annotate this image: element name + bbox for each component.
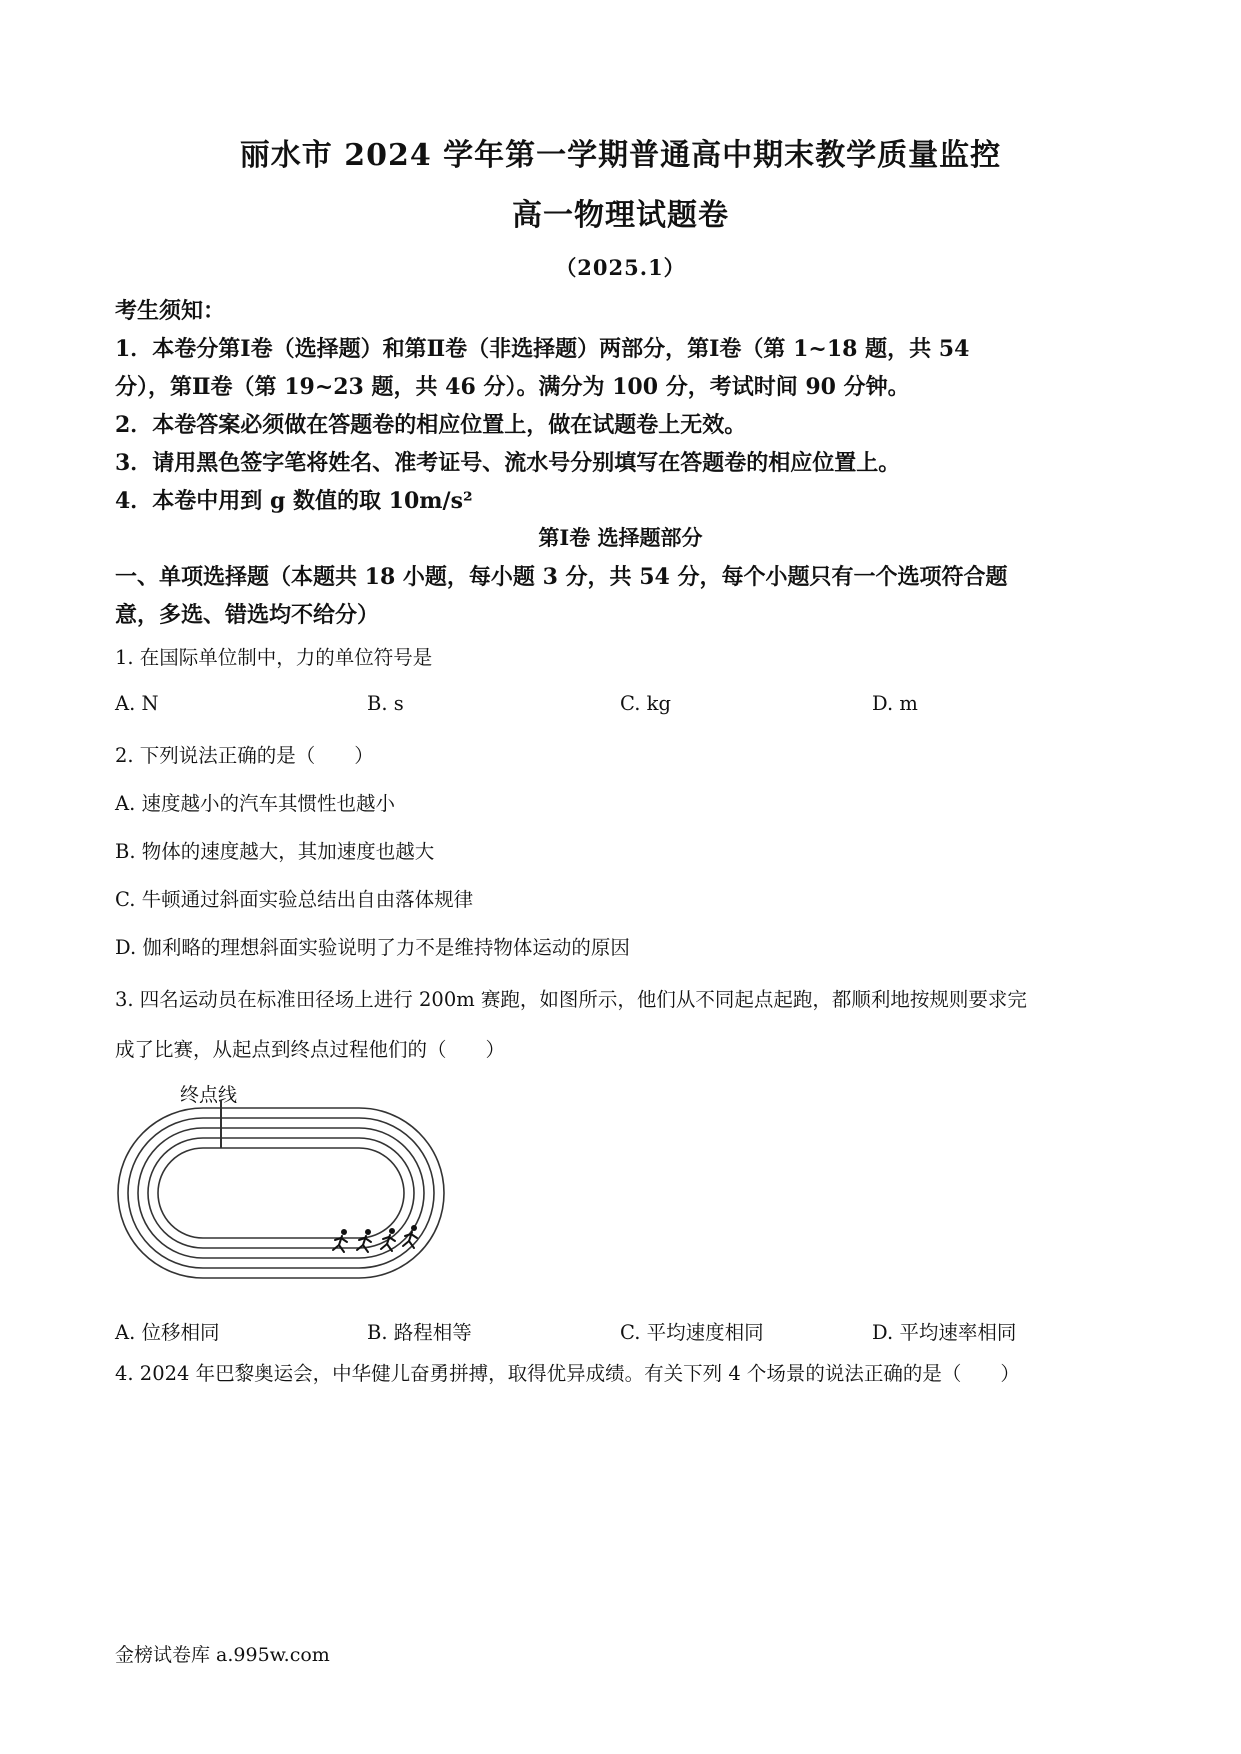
q3-option-c: C. 平均速度相同	[620, 1321, 764, 1344]
q3-stem-line1: 3. 四名运动员在标准田径场上进行 200m 赛跑，如图所示，他们从不同起点起跑，都顺利地按规则要求完	[115, 988, 1027, 1011]
track-lane-1	[118, 1108, 444, 1278]
q3-option-a: A. 位移相同	[115, 1321, 220, 1344]
notice-item-3: 3．请用黑色签字笔将姓名、准考证号、流水号分别填写在答题卷的相应位置上。	[115, 450, 901, 476]
notice-item-1b: 分），第Ⅱ卷（第 19~23 题，共 46 分）。满分为 100 分，考试时间 90 分钟。	[115, 374, 910, 400]
q2-stem: 2. 下列说法正确的是（ ）	[115, 744, 374, 767]
part1-heading: 第Ⅰ卷 选择题部分	[538, 525, 703, 550]
exam-date: （2025.1）	[555, 255, 686, 280]
q4-stem: 4. 2024 年巴黎奥运会，中华健儿奋勇拼搏，取得优异成绩。有关下列 4 个场景的说法正确的是（ ）	[115, 1362, 1020, 1385]
q2-option-b: B. 物体的速度越大，其加速度也越大	[115, 840, 435, 863]
q3-stem-line2: 成了比赛，从起点到终点过程他们的（ ）	[115, 1038, 506, 1061]
q2-option-c: C. 牛顿通过斜面实验总结出自由落体规律	[115, 888, 474, 911]
footer-watermark: 金榜试卷库 a.995w.com	[115, 1644, 330, 1666]
q1-option-b: B. s	[367, 692, 404, 715]
section-heading-b: 意，多选、错选均不给分）	[115, 602, 380, 628]
runner-icon	[403, 1225, 417, 1248]
track-lane-4	[148, 1138, 414, 1248]
q1-stem: 1. 在国际单位制中，力的单位符号是	[115, 646, 433, 669]
finish-line-label: 终点线	[180, 1084, 238, 1106]
track-figure	[115, 1080, 460, 1280]
q2-option-d: D. 伽利略的理想斜面实验说明了力不是维持物体运动的原因	[115, 936, 630, 959]
q1-option-d: D. m	[872, 692, 918, 715]
section-heading-a: 一、单项选择题（本题共 18 小题，每小题 3 分，共 54 分，每个小题只有一个选项符合题	[115, 564, 1008, 590]
notice-item-2: 2．本卷答案必须做在答题卷的相应位置上，做在试题卷上无效。	[115, 412, 747, 438]
notice-item-4: 4．本卷中用到 g 数值的取 10m/s²	[115, 488, 473, 514]
q2-option-a: A. 速度越小的汽车其惯性也越小	[115, 792, 395, 815]
exam-subtitle: 高一物理试题卷	[512, 198, 729, 233]
q1-option-a: A. N	[115, 692, 159, 715]
track-lane-5	[158, 1148, 404, 1238]
running-track-diagram	[115, 1100, 460, 1285]
q3-option-d: D. 平均速率相同	[872, 1321, 1017, 1344]
notice-heading: 考生须知：	[115, 298, 226, 324]
q1-option-c: C. kg	[620, 692, 671, 715]
notice-item-1a: 1．本卷分第Ⅰ卷（选择题）和第Ⅱ卷（非选择题）两部分，第Ⅰ卷（第 1~18 题，共 54	[115, 336, 970, 362]
exam-title: 丽水市 2024 学年第一学期普通高中期末教学质量监控	[239, 138, 1002, 173]
q3-option-b: B. 路程相等	[367, 1321, 472, 1344]
